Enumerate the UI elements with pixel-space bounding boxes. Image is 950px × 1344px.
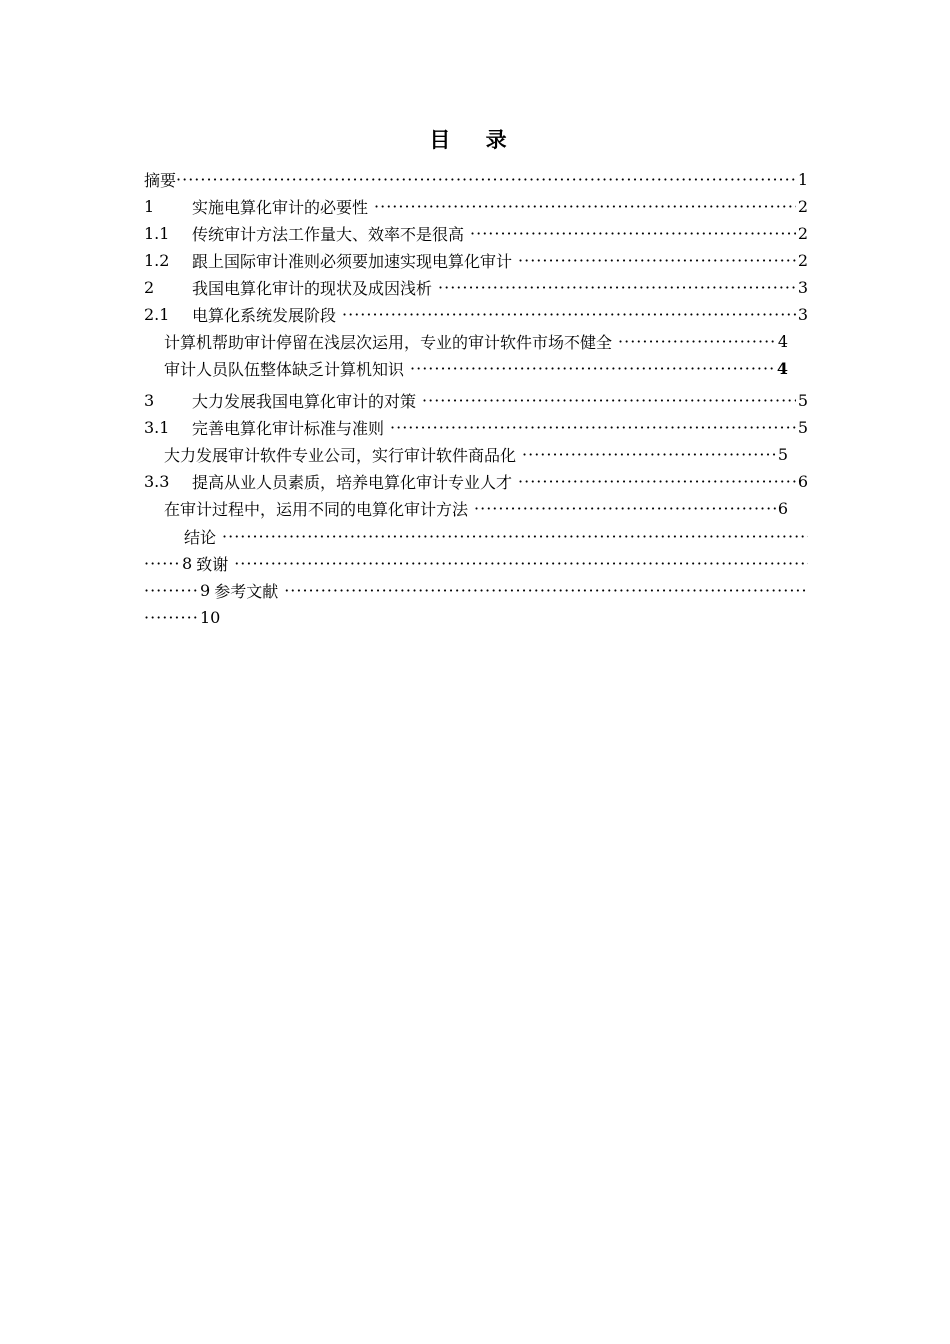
toc-entry-3[interactable] bbox=[144, 387, 808, 414]
toc-entry-page: 4 bbox=[776, 359, 788, 378]
leader-dots bbox=[374, 197, 796, 216]
toc-entry-3-3[interactable] bbox=[144, 468, 808, 495]
toc-entry-number: 3.3 bbox=[144, 472, 170, 491]
toc-entry-1-1[interactable] bbox=[144, 220, 808, 247]
toc-entry-number: 1.1 bbox=[144, 224, 170, 243]
leader-dots bbox=[470, 224, 796, 243]
toc-entry-page: 2 bbox=[797, 251, 808, 270]
leader-dots bbox=[144, 608, 200, 627]
toc-entry-2[interactable] bbox=[144, 274, 808, 301]
toc-entry-number: 3.1 bbox=[144, 418, 170, 437]
leader-dots bbox=[518, 472, 796, 491]
toc-entry-text: 参考文献 bbox=[214, 582, 279, 601]
toc-entry-text: 电算化系统发展阶段 bbox=[192, 306, 337, 325]
leader-dots bbox=[474, 499, 776, 518]
toc-entry-thanks[interactable] bbox=[144, 550, 808, 577]
toc-entry-abstract[interactable] bbox=[144, 166, 808, 193]
toc-entry-2-2[interactable] bbox=[164, 328, 788, 355]
toc-entry-page: 9 bbox=[200, 581, 211, 600]
toc-entry-text: 完善电算化审计标准与准则 bbox=[192, 419, 385, 438]
toc-entry-page: 3 bbox=[797, 305, 808, 324]
toc-entry-page: 8 bbox=[182, 554, 193, 573]
leader-dots bbox=[176, 170, 796, 189]
toc-entry-text: 结论 bbox=[184, 528, 217, 547]
toc-entry-references[interactable] bbox=[144, 577, 808, 604]
toc-entry-page: 5 bbox=[797, 391, 808, 410]
toc-entry-number: 1.2 bbox=[144, 251, 170, 270]
toc-entry-page: 1 bbox=[797, 170, 808, 189]
toc-entry-2-1[interactable] bbox=[144, 301, 808, 328]
toc-entry-page: 4 bbox=[777, 332, 788, 351]
toc-entry-text: 在审计过程中，运用不同的电算化审计方法 bbox=[164, 500, 469, 519]
toc-entry-3-4[interactable] bbox=[164, 495, 788, 522]
toc-entry-text: 摘要 bbox=[144, 171, 177, 190]
leader-dots bbox=[342, 305, 796, 324]
leader-dots bbox=[438, 278, 796, 297]
toc-entry-number: 3 bbox=[144, 391, 155, 410]
toc-entry-1[interactable] bbox=[144, 193, 808, 220]
leader-dots bbox=[422, 391, 796, 410]
toc-entry-number: 2 bbox=[144, 278, 155, 297]
toc-entry-2-3[interactable] bbox=[164, 355, 788, 382]
toc-entry-text: 实施电算化审计的必要性 bbox=[192, 198, 369, 217]
leader-dots bbox=[222, 527, 808, 546]
toc-entry-1-2[interactable] bbox=[144, 247, 808, 274]
leader-dots bbox=[234, 554, 808, 573]
toc-entry-page: 3 bbox=[797, 278, 808, 297]
leader-dots bbox=[144, 581, 200, 600]
toc-entry-page: 2 bbox=[797, 197, 808, 216]
toc-entry-page: 6 bbox=[777, 499, 788, 518]
toc-entry-page: 5 bbox=[777, 445, 788, 464]
toc-entry-conclusion[interactable] bbox=[144, 523, 808, 550]
toc-entry-text: 计算机帮助审计停留在浅层次运用，专业的审计软件市场不健全 bbox=[164, 333, 613, 352]
toc-entry-references-page[interactable] bbox=[144, 604, 344, 631]
toc-entry-number: 1 bbox=[144, 197, 155, 216]
toc-entry-text: 大力发展我国电算化审计的对策 bbox=[192, 392, 417, 411]
leader-dots bbox=[618, 332, 776, 351]
toc-entry-page: 6 bbox=[797, 472, 808, 491]
toc-entry-page: 5 bbox=[797, 418, 808, 437]
toc-entry-text: 审计人员队伍整体缺乏计算机知识 bbox=[164, 360, 405, 379]
toc-entry-page: 10 bbox=[200, 608, 221, 627]
toc-entry-3-2[interactable] bbox=[164, 441, 788, 468]
leader-dots bbox=[390, 418, 796, 437]
toc-entry-text: 提高从业人员素质，培养电算化审计专业人才 bbox=[192, 473, 513, 492]
leader-dots bbox=[410, 359, 775, 378]
toc-entry-text: 我国电算化审计的现状及成因浅析 bbox=[192, 279, 433, 298]
leader-dots bbox=[284, 581, 808, 600]
toc-entry-3-1[interactable] bbox=[144, 414, 808, 441]
toc-title: 目 录 bbox=[429, 127, 521, 152]
leader-dots bbox=[522, 445, 776, 464]
toc-entry-text: 致谢 bbox=[196, 555, 229, 574]
toc-entry-text: 跟上国际审计准则必须要加速实现电算化审计 bbox=[192, 252, 513, 271]
toc-entry-text: 大力发展审计软件专业公司，实行审计软件商品化 bbox=[164, 446, 517, 465]
leader-dots bbox=[518, 251, 796, 270]
toc-entry-number: 2.1 bbox=[144, 305, 170, 324]
toc-entry-text: 传统审计方法工作量大、效率不是很高 bbox=[192, 225, 465, 244]
leader-dots bbox=[144, 554, 182, 573]
toc-entry-page: 2 bbox=[797, 224, 808, 243]
